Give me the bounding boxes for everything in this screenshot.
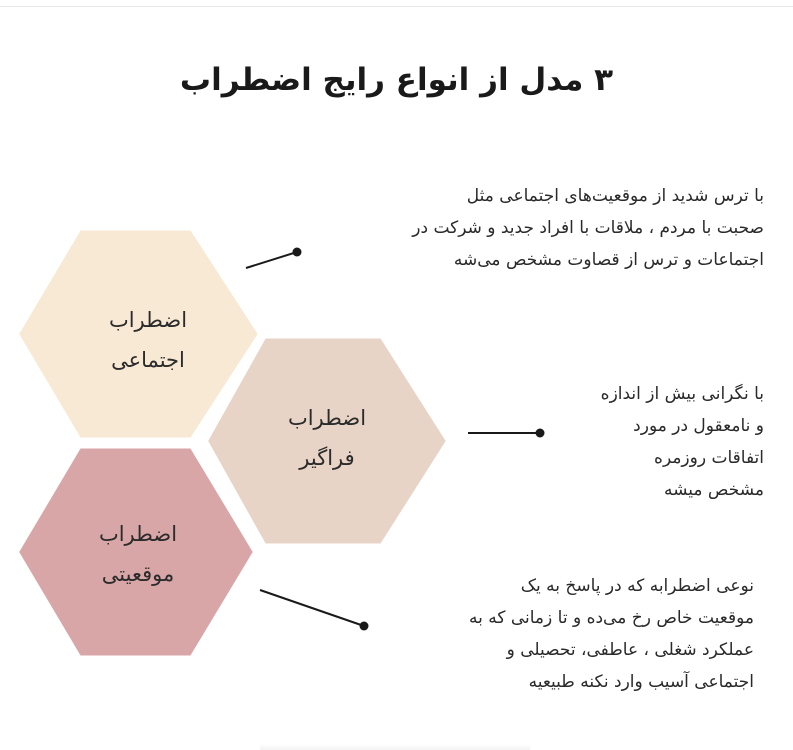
label-social-anxiety-line1: اضطراب (108, 308, 188, 332)
description-line: مشخص میشه (664, 480, 764, 500)
description-line: با نگرانی بیش از اندازه (600, 384, 764, 404)
label-situational-anxiety-line1: اضطراب (98, 522, 178, 546)
connector-line-social (246, 252, 297, 268)
label-generalized-anxiety (237, 398, 417, 478)
label-generalized-anxiety-line1: اضطراب (287, 406, 367, 430)
label-social-anxiety-line2: اجتماعی (111, 348, 185, 372)
label-social-anxiety (58, 300, 238, 380)
description-line: اجتماعات و ترس از قصاوت مشخص می‌شه (453, 250, 764, 270)
connector-dot-social (293, 248, 302, 257)
description-situational-anxiety (404, 570, 754, 698)
description-line: با ترس شدید از موقعیت‌های اجتماعی مثل (466, 186, 764, 206)
label-situational-anxiety-line2: موقعیتی (101, 562, 175, 586)
description-line: صحبت با مردم ، ملاقات با افراد جدید و شرکت در (412, 218, 764, 238)
description-line: اتفاقات روزمره (654, 448, 764, 468)
page-title: ۳ مدل از انواع رایج اضطراب (179, 62, 614, 98)
description-generalized-anxiety (556, 378, 764, 506)
description-line: موقعیت خاص رخ می‌ده و تا زمانی که به (468, 608, 754, 628)
connector-line-situational (260, 590, 364, 626)
bottom-fade (260, 744, 530, 750)
label-generalized-anxiety-line2: فراگیر (299, 446, 355, 470)
description-line: نوعی اضطرابه که در پاسخ به یک (520, 576, 754, 596)
label-situational-anxiety (48, 514, 228, 594)
description-line: و نامعقول در مورد (633, 416, 764, 436)
connector-dot-generalized (536, 429, 545, 438)
description-line: عملکرد شغلی ، عاطفی، تحصیلی و (506, 640, 754, 660)
connector-dot-situational (360, 622, 369, 631)
description-social-anxiety (316, 180, 764, 276)
description-line: اجتماعی آسیب وارد نکنه طبیعیه (528, 672, 754, 692)
